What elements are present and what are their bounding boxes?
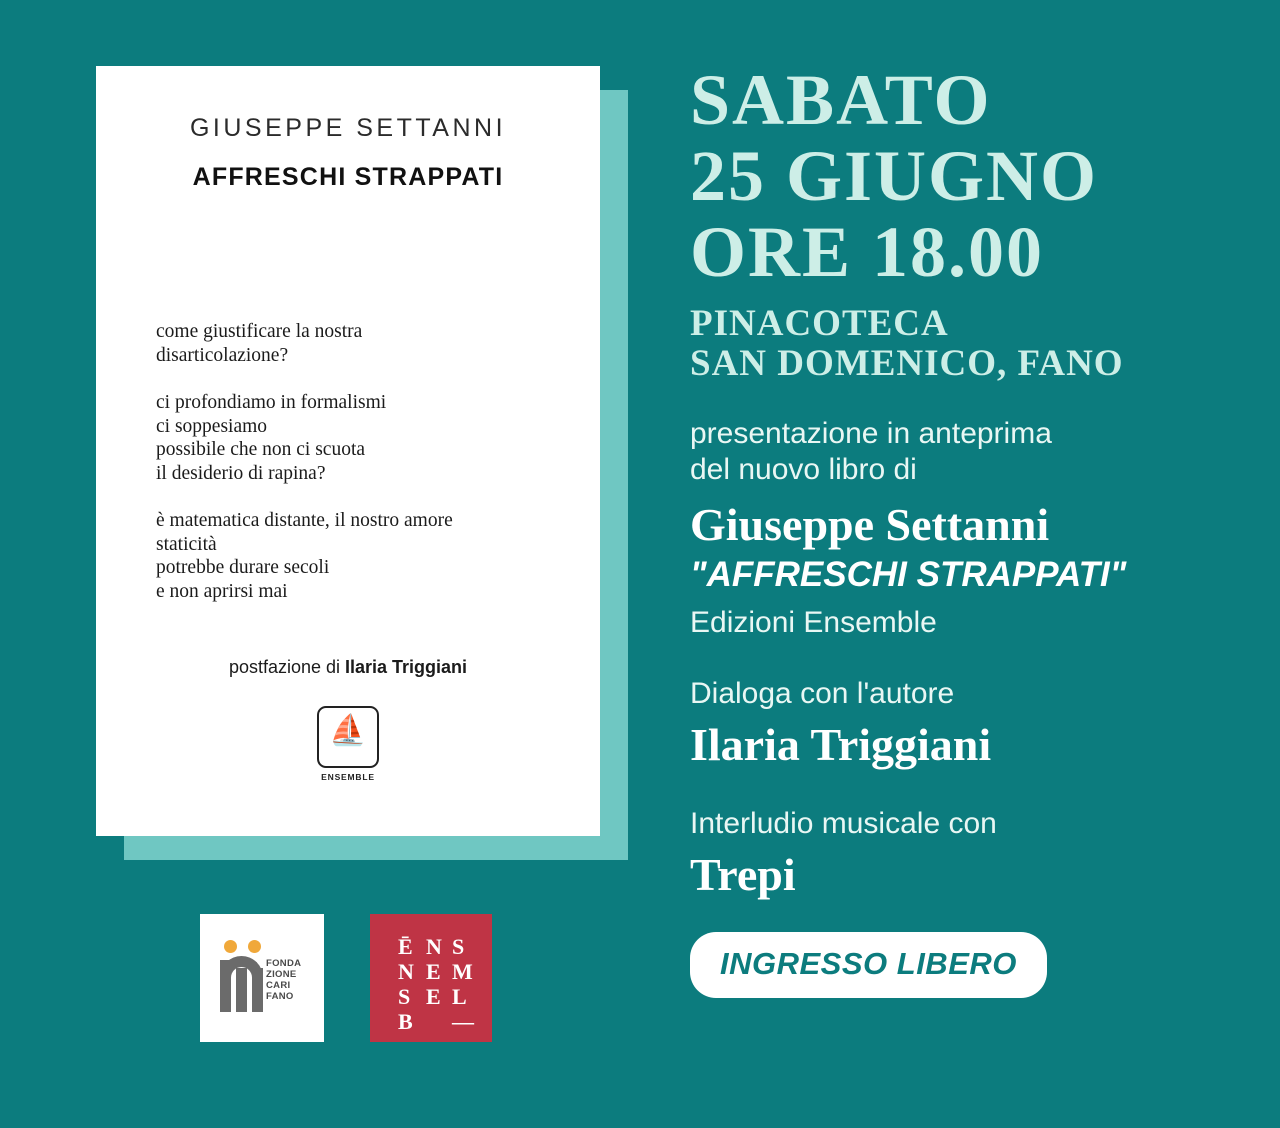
- cover-title: AFFRESCHI STRAPPATI: [192, 163, 504, 191]
- ensemble-logo-column: S M L —: [452, 934, 475, 1034]
- event-intro: [690, 416, 1260, 488]
- intro-line: del nuovo libro di: [690, 453, 917, 486]
- ensemble-logo: [370, 914, 492, 1042]
- ensemble-wordmark: ENSEMBLE: [321, 772, 375, 782]
- dot-shape: [248, 940, 261, 953]
- poem-stanza: [156, 320, 570, 367]
- poem-line: possibile che non ci scuota: [156, 439, 366, 460]
- ensemble-logo-column: N E E: [426, 934, 443, 1009]
- event-headline: [690, 62, 1260, 290]
- poem-line: il desiderio di rapina?: [156, 462, 326, 484]
- fondazione-mark-icon: [218, 940, 266, 1012]
- sailboat-icon: ⛵: [329, 714, 367, 747]
- fondazione-line: ZIONE: [266, 969, 297, 980]
- fondazione-line: FANO: [266, 991, 294, 1002]
- ensemble-logo-column: Ē N S B: [398, 934, 415, 1034]
- venue-line: PINACOTECA: [690, 303, 949, 344]
- event-publisher: Edizioni Ensemble: [690, 606, 937, 639]
- poem-stanza: [156, 509, 570, 603]
- poem-line: ci soppesiamo: [156, 415, 268, 437]
- fondazione-line: FONDA: [266, 958, 302, 969]
- free-entry-badge: INGRESSO LIBERO: [690, 932, 1047, 998]
- cover-author: GIUSEPPE SETTANNI: [189, 114, 507, 142]
- poem-line: e non aprirsi mai: [156, 580, 288, 602]
- poem-line: staticità: [156, 533, 217, 555]
- event-details: [690, 62, 1260, 998]
- ensemble-publisher-icon: [317, 706, 379, 782]
- pillar-shape: [236, 968, 247, 1012]
- headline-line: ORE 18.00: [690, 212, 1045, 292]
- intro-line: presentazione in anteprima: [690, 417, 1052, 450]
- music-label: Interludio musicale con: [690, 807, 997, 840]
- sponsor-logos: [200, 914, 492, 1042]
- book-cover: [96, 66, 600, 836]
- pillar-shape: [220, 960, 231, 1012]
- event-author: Giuseppe Settanni: [690, 499, 1050, 550]
- poem-line: come giustificare la nostra: [156, 321, 363, 342]
- poem-stanza: [156, 391, 570, 485]
- event-book-title: "AFFRESCHI STRAPPATI": [690, 555, 1127, 594]
- dialog-guest-name: Ilaria Triggiani: [690, 719, 992, 770]
- fondazione-wordmark: [266, 958, 301, 1002]
- headline-line: 25 GIUGNO: [690, 136, 1099, 216]
- headline-line: SABATO: [690, 60, 992, 140]
- poem-line: è matematica distante, il nostro amore: [156, 510, 453, 531]
- cover-poem: [126, 320, 570, 603]
- venue-line: SAN DOMENICO, FANO: [690, 343, 1124, 384]
- dialog-label: Dialoga con l'autore: [690, 677, 955, 710]
- poem-line: potrebbe durare secoli: [156, 557, 330, 578]
- postfazione-prefix: postfazione di: [228, 657, 346, 677]
- fondazione-line: CARI: [266, 980, 291, 991]
- music-artist-name: Trepi: [690, 849, 796, 900]
- postfazione-name: Ilaria Triggiani: [345, 657, 468, 677]
- event-venue: [690, 304, 1260, 384]
- dot-shape: [224, 940, 237, 953]
- poem-line: ci profondiamo in formalismi: [156, 392, 387, 413]
- pillar-shape: [252, 968, 263, 1012]
- fondazione-carifano-logo: [200, 914, 324, 1042]
- poem-line: disarticolazione?: [156, 344, 289, 366]
- cover-postfazione: [126, 657, 570, 678]
